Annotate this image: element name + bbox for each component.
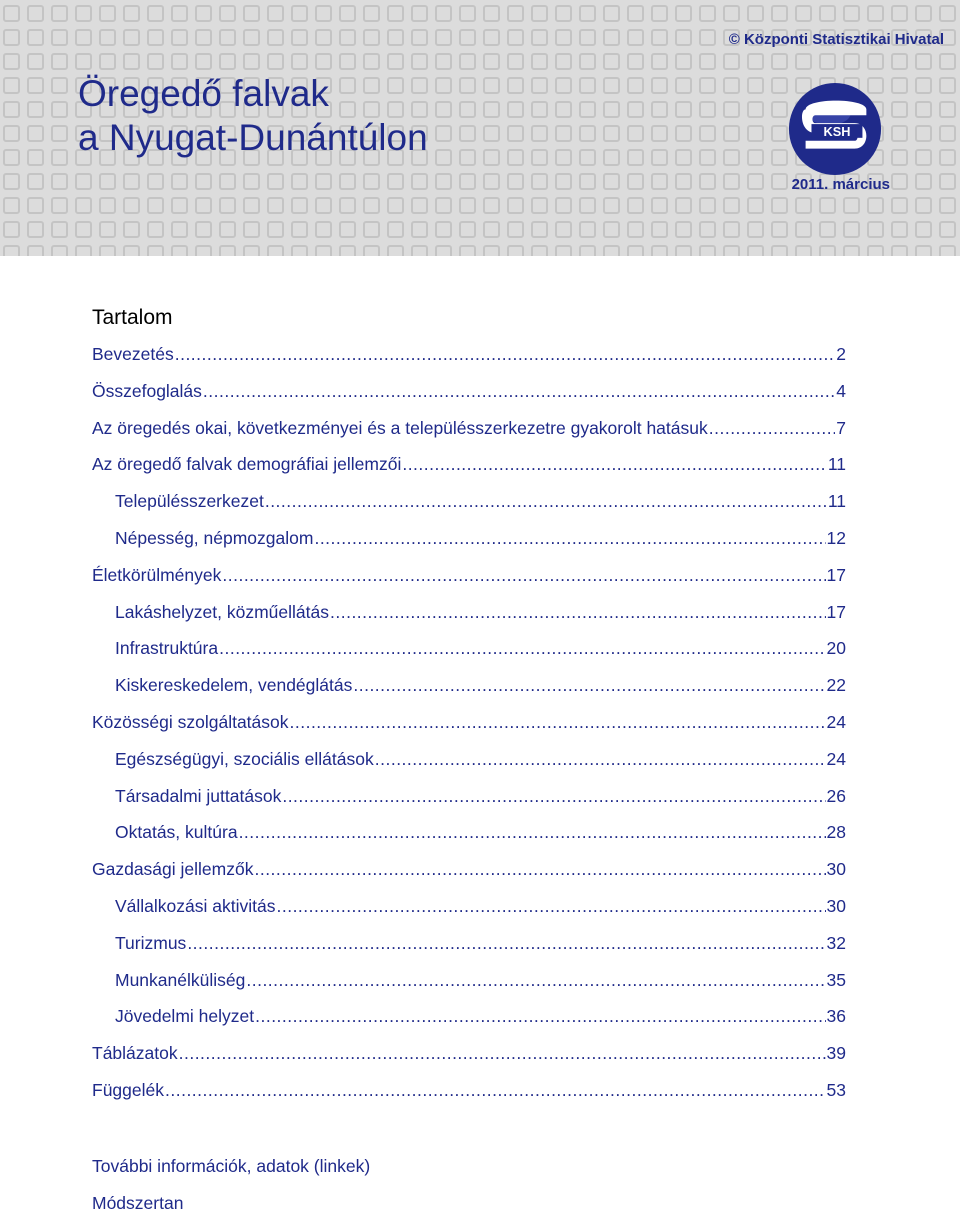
toc-entry-label: Vállalkozási aktivitás [115,895,276,916]
toc-dot-leader [282,786,825,807]
publication-date: 2011. március [791,176,890,193]
toc-entry[interactable] [92,344,846,381]
toc-entry-label: Munkanélküliség [115,969,246,990]
toc-entry[interactable] [92,970,846,1007]
toc-dot-leader [239,822,826,843]
toc-entry[interactable] [92,1080,846,1117]
toc-dot-leader [353,675,825,696]
toc-entry-page: 36 [826,1006,846,1027]
toc-entry[interactable] [92,822,846,859]
toc-dot-leader [255,1006,825,1027]
toc-entry-page: 20 [826,638,846,659]
toc-entry-page: 11 [827,491,846,512]
toc-entry-label: Társadalmi juttatások [115,785,282,806]
methodology-link[interactable]: Módszertan [92,1193,184,1213]
toc-entry[interactable] [92,859,846,896]
toc-entry-page: 24 [826,711,846,732]
toc-entry-page: 7 [836,417,846,438]
toc-entry-label: Közösségi szolgáltatások [92,711,289,732]
toc-entry-page: 35 [826,969,846,990]
toc-entry-page: 11 [827,454,846,475]
toc-entry-label: Függelék [92,1079,164,1100]
toc-dot-leader [179,1043,826,1064]
toc-entry-label: Táblázatok [92,1043,178,1064]
toc-dot-leader [175,344,836,365]
toc-dot-leader [246,970,825,991]
toc-entry-page: 17 [826,601,846,622]
toc-entry-label: Gazdasági jellemzők [92,859,254,880]
toc-entry[interactable] [92,491,846,528]
toc-entry-page: 24 [826,748,846,769]
toc-entry[interactable] [92,1043,846,1080]
toc-entry-page: 26 [826,785,846,806]
toc-entry-page: 53 [826,1079,846,1100]
toc-entry-label: Az öregedő falvak demográfiai jellemzői [92,454,402,475]
toc-dot-leader [330,602,826,623]
toc-dot-leader [290,712,826,733]
toc-entry-page: 28 [826,822,846,843]
toc-entry[interactable] [92,565,846,602]
toc-entry[interactable] [92,896,846,933]
toc-entry[interactable] [92,786,846,823]
toc-entry-label: Egészségügyi, szociális ellátások [115,748,374,769]
toc-entry-label: Oktatás, kultúra [115,822,238,843]
toc-entry-label: Infrastruktúra [115,638,219,659]
toc-entry[interactable] [92,638,846,675]
title-line-2: a Nyugat-Dunántúlon [78,117,428,158]
toc-dot-leader [375,749,826,770]
toc-dot-leader [222,565,825,586]
toc-entry-page: 30 [826,895,846,916]
toc-entry-page: 4 [836,380,846,401]
toc-entry-label: Jövedelmi helyzet [115,1006,255,1027]
toc-entry-label: Településszerkezet [115,491,264,512]
copyright-notice: © Központi Statisztikai Hivatal [728,31,944,48]
toc-entry-page: 2 [836,344,846,364]
toc-entry-label: Életkörülmények [92,564,222,585]
toc-entry-label: Turizmus [115,932,187,953]
document-title [78,72,428,160]
toc-entry-page: 32 [826,932,846,953]
toc-dot-leader [203,381,835,402]
toc-entry-page: 12 [826,527,846,548]
toc-entry[interactable] [92,454,846,491]
toc-dot-leader [265,491,827,512]
toc-dot-leader [402,454,827,475]
toc-dot-leader [709,418,836,439]
toc-heading: Tartalom [92,306,173,329]
toc-entry[interactable] [92,675,846,712]
toc-entry[interactable] [92,933,846,970]
toc-entry[interactable] [92,528,846,565]
toc-entry[interactable] [92,602,846,639]
toc-entry-label: Kiskereskedelem, vendéglátás [115,675,353,696]
toc-entry-page: 39 [826,1043,846,1064]
more-info-link[interactable]: További információk, adatok (linkek) [92,1156,371,1176]
toc-dot-leader [314,528,825,549]
table-of-contents [92,344,846,1117]
title-line-1: Öregedő falvak [78,73,329,114]
toc-entry[interactable] [92,1006,846,1043]
toc-dot-leader [254,859,825,880]
toc-entry-label: Bevezetés [92,344,174,364]
ksh-logo-icon [786,80,884,178]
toc-entry-page: 17 [826,564,846,585]
toc-entry-label: Népesség, népmozgalom [115,527,314,548]
toc-dot-leader [187,933,825,954]
toc-entry-page: 22 [826,675,846,696]
header-banner [0,0,960,256]
toc-entry[interactable] [92,418,846,455]
logo-text: KSH [823,123,851,139]
toc-entry-page: 30 [826,859,846,880]
toc-dot-leader [165,1080,826,1101]
toc-entry-label: Lakáshelyzet, közműellátás [115,601,329,622]
toc-dot-leader [276,896,825,917]
toc-entry-label: Összefoglalás [92,380,202,401]
toc-entry[interactable] [92,712,846,749]
toc-dot-leader [219,638,825,659]
toc-entry[interactable] [92,749,846,786]
toc-entry[interactable] [92,381,846,418]
toc-entry-label: Az öregedés okai, következményei és a településszerkezetre gyakorolt hatásuk [92,417,708,438]
